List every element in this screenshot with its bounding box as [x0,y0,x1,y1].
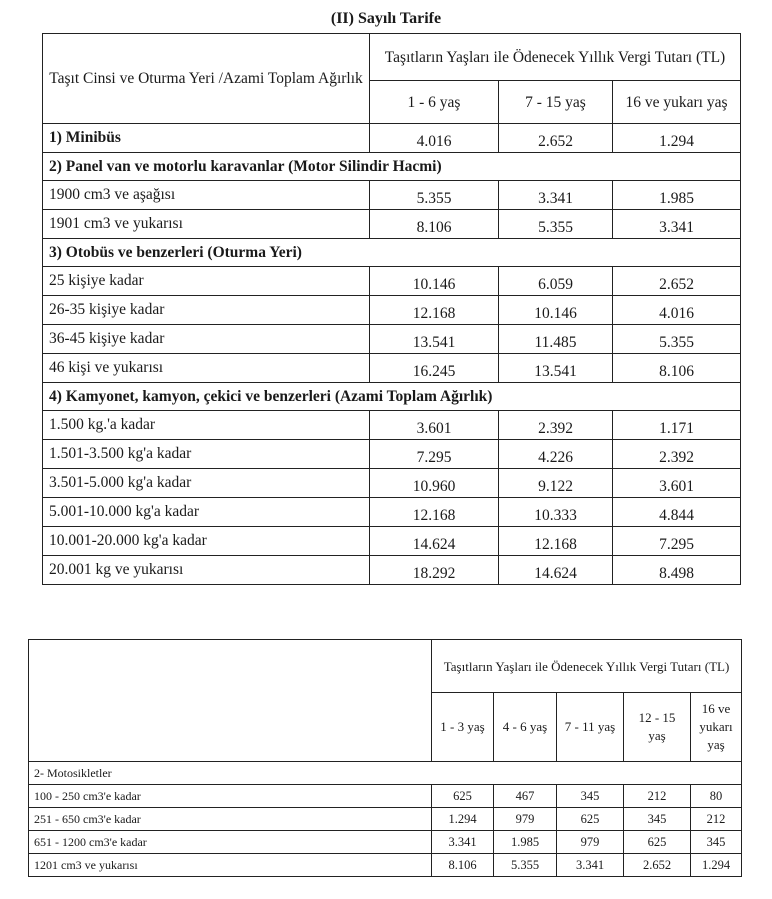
tax-value: 4.016 [370,124,499,153]
table-row [43,556,741,585]
tax-value: 7.295 [613,527,741,556]
tax-value: 5.355 [613,325,741,354]
tariff-table-body [43,124,741,585]
tax-value: 8.106 [432,854,494,877]
age-header-3: 16 ve yukarı yaş [613,81,741,124]
tax-value: 212 [691,808,742,831]
age-header-5: 16 ve yukarı yaş [691,693,742,762]
tax-value: 11.485 [499,325,613,354]
tax-value: 14.624 [370,527,499,556]
row-label: 1901 cm3 ve yukarısı [43,210,370,239]
tax-value: 3.341 [613,210,741,239]
tax-value: 2.392 [499,411,613,440]
tax-value: 3.341 [499,181,613,210]
table-row [43,527,741,556]
tax-value: 1.294 [613,124,741,153]
age-header-1: 1 - 6 yaş [370,81,499,124]
table-row [29,831,742,854]
tax-value: 3.341 [432,831,494,854]
row-label: 100 - 250 cm3'e kadar [29,785,432,808]
tax-value: 7.295 [370,440,499,469]
row-label: 1201 cm3 ve yukarısı [29,854,432,877]
section-row [43,383,741,411]
tax-value: 4.844 [613,498,741,527]
tax-value: 212 [624,785,691,808]
tax-value: 625 [557,808,624,831]
table-row [43,411,741,440]
page-title: (II) Sayılı Tarife [330,10,442,27]
table-row [43,469,741,498]
tax-value: 5.355 [370,181,499,210]
tax-value: 9.122 [499,469,613,498]
tax-value: 1.985 [613,181,741,210]
tax-value: 625 [624,831,691,854]
age-header-2: 7 - 15 yaş [499,81,613,124]
row-label: 1900 cm3 ve aşağısı [43,181,370,210]
row-label: 251 - 650 cm3'e kadar [29,808,432,831]
table-row [43,354,741,383]
tax-value: 979 [494,808,557,831]
tax-value: 4.226 [499,440,613,469]
tax-value: 2.652 [613,267,741,296]
tax-value: 10.146 [499,296,613,325]
tax-value: 345 [624,808,691,831]
tax-value: 8.498 [613,556,741,585]
section-row [43,124,741,153]
row-label: 3.501-5.000 kg'a kadar [43,469,370,498]
age-header-4: 12 - 15 yaş [624,693,691,762]
row-label: 26-35 kişiye kadar [43,296,370,325]
tax-value: 8.106 [370,210,499,239]
tax-value: 625 [432,785,494,808]
tax-value: 1.171 [613,411,741,440]
section-row [43,239,741,267]
annual-tax-header: Taşıtların Yaşları ile Ödenecek Yıllık Vergi Tutarı (TL) [370,34,741,81]
section-label: 1) Minibüs [43,124,370,153]
age-header-1: 1 - 3 yaş [432,693,494,762]
table-row [43,498,741,527]
tax-value: 2.652 [499,124,613,153]
tax-value: 8.106 [613,354,741,383]
tax-value: 979 [557,831,624,854]
section-label: 2- Motosikletler [29,762,742,785]
row-label: 1.501-3.500 kg'a kadar [43,440,370,469]
tax-value: 2.392 [613,440,741,469]
tax-value: 5.355 [494,854,557,877]
table-row [43,181,741,210]
blank-header-cell [29,640,432,762]
tax-value: 12.168 [499,527,613,556]
tax-value: 467 [494,785,557,808]
row-label: 1.500 kg.'a kadar [43,411,370,440]
row-label: 5.001-10.000 kg'a kadar [43,498,370,527]
tax-value: 5.355 [499,210,613,239]
section-label: 2) Panel van ve motorlu karavanlar (Motor Silindir Hacmi) [43,153,741,181]
section-label: 4) Kamyonet, kamyon, çekici ve benzerleri (Azami Toplam Ağırlık) [43,383,741,411]
tax-value: 1.294 [691,854,742,877]
table-row [29,854,742,877]
row-label: 36-45 kişiye kadar [43,325,370,354]
tax-value: 6.059 [499,267,613,296]
tax-value: 3.601 [613,469,741,498]
tax-value: 12.168 [370,498,499,527]
table-row [43,210,741,239]
tax-value: 12.168 [370,296,499,325]
row-label: 10.001-20.000 kg'a kadar [43,527,370,556]
tax-value: 10.333 [499,498,613,527]
tax-value: 13.541 [499,354,613,383]
vehicle-type-header: Taşıt Cinsi ve Oturma Yeri /Azami Toplam Ağırlık [43,34,370,124]
tax-value: 80 [691,785,742,808]
table-row [43,440,741,469]
section-label: 3) Otobüs ve benzerleri (Oturma Yeri) [43,239,741,267]
tax-value: 345 [691,831,742,854]
row-label: 20.001 kg ve yukarısı [43,556,370,585]
row-label: 651 - 1200 cm3'e kadar [29,831,432,854]
table-row [29,808,742,831]
section-row [43,153,741,181]
tax-value: 14.624 [499,556,613,585]
tax-value: 18.292 [370,556,499,585]
tax-value: 10.146 [370,267,499,296]
annual-tax-header: Taşıtların Yaşları ile Ödenecek Yıllık Vergi Tutarı (TL) [432,640,742,693]
tariff-table-motorcycles [28,639,742,877]
tax-value: 3.341 [557,854,624,877]
tax-value: 3.601 [370,411,499,440]
tax-value: 13.541 [370,325,499,354]
tariff-table-vehicles [42,33,741,585]
table-row [29,785,742,808]
tax-value: 1.985 [494,831,557,854]
age-header-3: 7 - 11 yaş [557,693,624,762]
tariff-table-body [29,785,742,877]
tax-value: 16.245 [370,354,499,383]
tax-value: 4.016 [613,296,741,325]
tax-value: 345 [557,785,624,808]
table-row [43,267,741,296]
table-row [43,296,741,325]
row-label: 46 kişi ve yukarısı [43,354,370,383]
tax-value: 10.960 [370,469,499,498]
age-header-2: 4 - 6 yaş [494,693,557,762]
tax-value: 2.652 [624,854,691,877]
row-label: 25 kişiye kadar [43,267,370,296]
table-row [43,325,741,354]
tax-value: 1.294 [432,808,494,831]
